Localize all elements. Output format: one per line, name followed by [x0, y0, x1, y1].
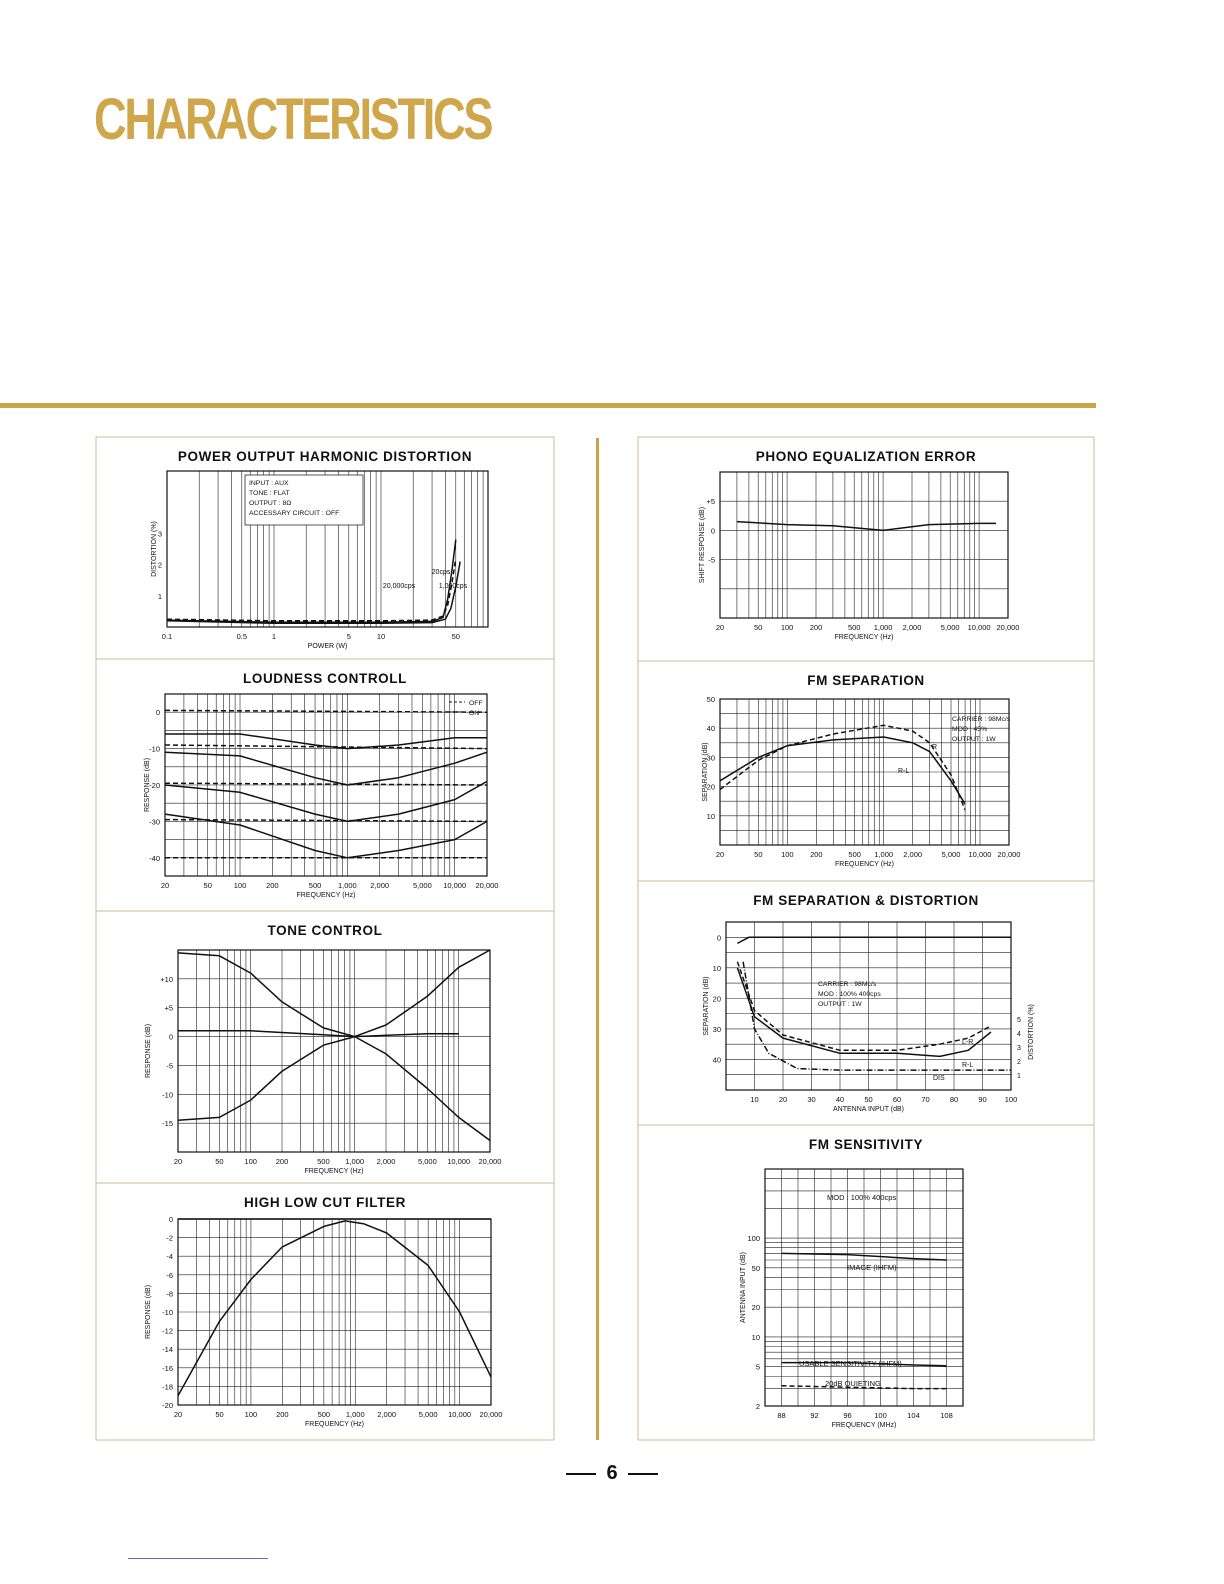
- y-axis-label: DISTORTION (%): [151, 521, 158, 577]
- y-tick-label: 10: [751, 1332, 760, 1342]
- x-tick-label: 50: [754, 623, 763, 632]
- x-tick-label: 500: [317, 1157, 330, 1166]
- x-tick-label: 50: [864, 1095, 873, 1104]
- y-tick-label: 50: [751, 1263, 760, 1273]
- footer-line: [128, 1558, 268, 1559]
- x-tick-label: 200: [810, 850, 823, 859]
- series-line: [178, 1031, 459, 1037]
- x-tick-label: 500: [308, 881, 322, 890]
- y-axis-label: ANTENNA INPUT (dB): [740, 1251, 747, 1324]
- y-tick-label: -20: [162, 1401, 173, 1410]
- y-tick-label: -12: [162, 1326, 173, 1336]
- y-tick-label: 0: [168, 1215, 173, 1224]
- x-tick-label: 200: [275, 1157, 289, 1166]
- x-axis-label: FREQUENCY (Hz): [305, 1421, 364, 1428]
- chart-title: LOUDNESS CONTROLL: [243, 671, 407, 686]
- y-tick-label: -14: [162, 1345, 173, 1355]
- chart-note: OUTPUT : 1W: [952, 736, 996, 743]
- series-label: USABLE SENSITIVITY (IHFM): [799, 1359, 902, 1368]
- chart-title: FM SEPARATION & DISTORTION: [753, 893, 979, 908]
- x-tick-label: 20: [778, 1095, 788, 1104]
- series-line: [167, 540, 456, 623]
- x-tick-label: 10,000: [967, 623, 991, 632]
- y2-axis-label: DISTORTION (%): [1028, 1004, 1035, 1060]
- y-tick-label: +5: [706, 497, 715, 507]
- legend-label: ON: [469, 710, 480, 717]
- x-tick-label: 0.5: [236, 632, 248, 641]
- x-tick-label: 1,000: [874, 850, 894, 859]
- series-label: R-L: [962, 1062, 974, 1069]
- chart-title: TONE CONTROL: [267, 923, 383, 938]
- x-tick-label: 2,000: [903, 850, 923, 859]
- y-tick-label: 0: [155, 708, 160, 718]
- y-axis-label: SEPARATION (dB): [702, 742, 709, 802]
- chart-title: POWER OUTPUT HARMONIC DISTORTION: [177, 449, 473, 464]
- chart-fmsens: [638, 1125, 1094, 1440]
- chart-fmsepdist: [638, 881, 1094, 1125]
- x-axis-label: FREQUENCY (Hz): [296, 892, 356, 899]
- chart-title: HIGH LOW CUT FILTER: [244, 1195, 406, 1210]
- x-tick-label: 5: [346, 632, 351, 641]
- chart-grid: [178, 1219, 491, 1405]
- x-tick-label: 100: [781, 850, 794, 859]
- y-tick-label: 0: [710, 526, 715, 536]
- chart-note: MOD : 100% 400cps: [818, 991, 881, 998]
- y-tick-label: 5: [755, 1362, 760, 1372]
- y-tick-label: -10: [149, 744, 160, 754]
- x-tick-label: 10: [376, 632, 386, 641]
- series-label: 20cps: [431, 569, 451, 576]
- x-axis-label: FREQUENCY (Hz): [835, 861, 894, 868]
- y-tick-label: -2: [166, 1233, 173, 1243]
- x-tick-label: 10,000: [968, 850, 992, 859]
- y-tick-label: 20: [712, 994, 721, 1004]
- y-tick-label: -20: [149, 781, 160, 790]
- x-tick-label: 20,000: [996, 623, 1020, 632]
- legend-label: OFF: [469, 700, 483, 707]
- y2-tick-label: 5: [1017, 1017, 1021, 1024]
- chart-note: CARRIER : 98Mc/s: [818, 981, 877, 988]
- chart-title: FM SENSITIVITY: [808, 1137, 924, 1152]
- series-label: R-L: [898, 768, 910, 775]
- series-label: 1,000cps: [438, 583, 468, 590]
- x-tick-label: 20,000: [997, 850, 1021, 859]
- chart-note: ACCESSARY CIRCUIT : OFF: [249, 510, 340, 517]
- x-tick-label: 20,000: [479, 1410, 503, 1419]
- y-tick-label: 0: [168, 1032, 173, 1042]
- y-tick-label: -16: [162, 1363, 173, 1373]
- y2-tick-label: 1: [1017, 1073, 1021, 1080]
- x-tick-label: 60: [892, 1095, 902, 1104]
- x-tick-label: 92: [810, 1411, 819, 1420]
- chart-frame: [638, 1125, 1094, 1440]
- x-tick-label: 88: [777, 1411, 786, 1420]
- y-tick-label: -10: [162, 1090, 173, 1100]
- y-tick-label: 2: [157, 560, 162, 570]
- y-tick-label: 20: [706, 782, 715, 792]
- series-line: [178, 953, 355, 1037]
- series-label: IMAGE (IHFM): [847, 1263, 897, 1272]
- x-tick-label: 1,000: [337, 881, 357, 890]
- y2-tick-label: 2: [1017, 1059, 1021, 1066]
- x-tick-label: 10: [750, 1095, 759, 1104]
- series-line: [178, 1037, 355, 1121]
- x-tick-label: 100: [233, 881, 247, 890]
- x-tick-label: 100: [244, 1157, 257, 1166]
- series-label: L-R: [962, 1039, 974, 1046]
- y-tick-label: -10: [162, 1308, 173, 1317]
- y-axis-label: RESPONSE (dB): [145, 1284, 152, 1340]
- x-axis-label: FREQUENCY (MHz): [831, 1422, 897, 1429]
- series-label: 20dB QUIETING: [825, 1379, 881, 1388]
- series-label: R: [932, 744, 938, 751]
- y-tick-label: 0: [716, 933, 721, 943]
- chart-fmsep: [638, 661, 1094, 881]
- series-label: MOD : 100% 400cps: [827, 1193, 897, 1202]
- x-tick-label: 1: [271, 632, 277, 641]
- chart-frame: [638, 437, 1094, 661]
- y-tick-label: -6: [166, 1270, 173, 1280]
- x-tick-label: 100: [244, 1410, 258, 1419]
- x-tick-label: 80: [949, 1095, 959, 1104]
- y2-tick-label: 3: [1017, 1045, 1021, 1052]
- page-dash-right: [628, 1473, 658, 1475]
- chart-note: TONE : FLAT: [249, 490, 290, 497]
- page-title: CHARACTERISTICS: [94, 87, 492, 152]
- chart-grid: [178, 950, 490, 1152]
- y-axis-label: SEPARATION (dB): [703, 976, 710, 1036]
- x-tick-label: 70: [921, 1095, 930, 1104]
- x-tick-label: 0.1: [161, 632, 173, 641]
- y-axis-label: SHIFT RESPONSE (dB): [699, 506, 706, 584]
- series-label: 20,000cps: [382, 583, 416, 590]
- x-tick-label: 200: [266, 881, 279, 890]
- y2-tick-label: 4: [1017, 1031, 1021, 1038]
- x-tick-label: 2,000: [376, 1157, 396, 1166]
- x-tick-label: 100: [874, 1411, 887, 1420]
- page-number-row: [0, 1462, 1224, 1485]
- chart-note: OUTPUT : 1W: [818, 1001, 862, 1008]
- x-tick-label: 5,000: [941, 850, 961, 859]
- y-axis-label: RESPONSE (dB): [145, 1023, 152, 1079]
- y-tick-label: 50: [706, 695, 715, 704]
- x-tick-label: 5,000: [417, 1157, 437, 1166]
- series-line: [737, 522, 996, 531]
- page-dash-left: [566, 1473, 596, 1475]
- y-tick-label: +10: [160, 974, 173, 984]
- y-tick-label: 20: [751, 1303, 760, 1313]
- chart-loudness: [96, 659, 554, 911]
- plot-area: [178, 950, 490, 1152]
- x-tick-label: 50: [215, 1157, 224, 1166]
- y-tick-label: 30: [712, 1024, 721, 1034]
- x-tick-label: 1,000: [345, 1157, 365, 1166]
- series-line: [167, 562, 460, 624]
- y-tick-label: -5: [166, 1061, 173, 1071]
- chart-grid: [765, 1169, 963, 1406]
- x-tick-label: 40: [835, 1095, 845, 1104]
- x-tick-label: 50: [451, 632, 460, 641]
- y-tick-label: 10: [706, 811, 715, 821]
- chart-note: INPUT : AUX: [249, 480, 289, 487]
- x-tick-label: 50: [203, 881, 212, 890]
- x-tick-label: 50: [754, 850, 763, 859]
- x-tick-label: 1,000: [873, 623, 893, 632]
- y-tick-label: 100: [747, 1234, 760, 1244]
- chart-note: OUTPUT : 8Ω: [249, 500, 292, 507]
- chart-tone: [96, 911, 554, 1183]
- y-tick-label: 2: [755, 1402, 760, 1411]
- x-tick-label: 5,000: [412, 881, 432, 890]
- x-tick-label: 20: [173, 1410, 183, 1419]
- series-line: [355, 950, 490, 1037]
- page-number: 6: [606, 1462, 618, 1484]
- chart-grid: [720, 472, 1008, 618]
- y-tick-label: -30: [149, 817, 160, 827]
- plot-area: [720, 472, 1008, 618]
- chart-power: [96, 437, 554, 659]
- x-tick-label: 5,000: [940, 623, 960, 632]
- x-tick-label: 500: [848, 850, 861, 859]
- series-line: [737, 962, 991, 1051]
- chart-note: CARRIER : 98Mc/s: [952, 716, 1011, 723]
- x-tick-label: 100: [1004, 1095, 1018, 1104]
- x-tick-label: 108: [940, 1411, 953, 1420]
- y-tick-label: -4: [166, 1252, 173, 1262]
- chart-title: PHONO EQUALIZATION ERROR: [755, 449, 977, 464]
- x-tick-label: 5,000: [418, 1410, 438, 1419]
- x-tick-label: 1,000: [345, 1410, 365, 1419]
- x-tick-label: 104: [907, 1411, 920, 1420]
- y-tick-label: 3: [157, 529, 162, 539]
- y-tick-label: +5: [164, 1003, 173, 1013]
- x-tick-label: 500: [317, 1410, 331, 1419]
- y-axis-label: RESPONSE (dB): [144, 757, 151, 813]
- y-tick-label: -40: [149, 853, 160, 863]
- series-line: [165, 752, 487, 785]
- series-line: [178, 1221, 491, 1396]
- y-tick-label: 1: [157, 591, 162, 601]
- x-tick-label: 30: [807, 1095, 816, 1104]
- series-label: DIS: [933, 1075, 945, 1082]
- chart-note: MOD : 45%: [952, 726, 988, 733]
- x-tick-label: 20,000: [475, 881, 499, 890]
- x-tick-label: 50: [215, 1410, 224, 1419]
- x-axis-label: FREQUENCY (Hz): [304, 1168, 364, 1175]
- x-tick-label: 2,000: [377, 1410, 397, 1419]
- x-tick-label: 10,000: [447, 1157, 471, 1166]
- y-tick-label: -15: [162, 1119, 173, 1129]
- y-tick-label: -8: [166, 1289, 173, 1299]
- series-line: [355, 1037, 490, 1141]
- y-tick-label: -5: [708, 555, 715, 565]
- chart-title: FM SEPARATION: [807, 673, 925, 688]
- y-tick-label: 40: [712, 1055, 721, 1065]
- x-tick-label: 20: [160, 881, 170, 890]
- x-tick-label: 10,000: [443, 881, 467, 890]
- x-axis-label: FREQUENCY (Hz): [834, 634, 894, 641]
- x-tick-label: 20: [715, 623, 725, 632]
- y-tick-label: 30: [706, 753, 715, 763]
- y-tick-label: 40: [706, 724, 715, 734]
- series-line: [737, 937, 1011, 943]
- series-line: [720, 725, 965, 810]
- series-line: [165, 781, 487, 821]
- chart-highlow: [96, 1183, 554, 1440]
- series-line: [165, 734, 487, 749]
- x-tick-label: 90: [978, 1095, 987, 1104]
- x-tick-label: 20: [173, 1157, 183, 1166]
- series-line: [720, 737, 965, 804]
- x-tick-label: 96: [843, 1411, 852, 1420]
- y-tick-label: 10: [712, 963, 721, 973]
- y-tick-label: -18: [162, 1382, 173, 1392]
- x-tick-label: 200: [809, 623, 823, 632]
- x-axis-label: POWER (W): [307, 643, 348, 650]
- x-tick-label: 20: [715, 850, 725, 859]
- x-tick-label: 20,000: [478, 1157, 502, 1166]
- x-tick-label: 2,000: [370, 881, 390, 890]
- x-axis-label: ANTENNA INPUT (dB): [832, 1106, 905, 1113]
- x-tick-label: 500: [847, 623, 861, 632]
- chart-phono: [638, 437, 1094, 661]
- x-tick-label: 10,000: [448, 1410, 472, 1419]
- x-tick-label: 200: [276, 1410, 289, 1419]
- x-tick-label: 2,000: [902, 623, 922, 632]
- x-tick-label: 100: [780, 623, 794, 632]
